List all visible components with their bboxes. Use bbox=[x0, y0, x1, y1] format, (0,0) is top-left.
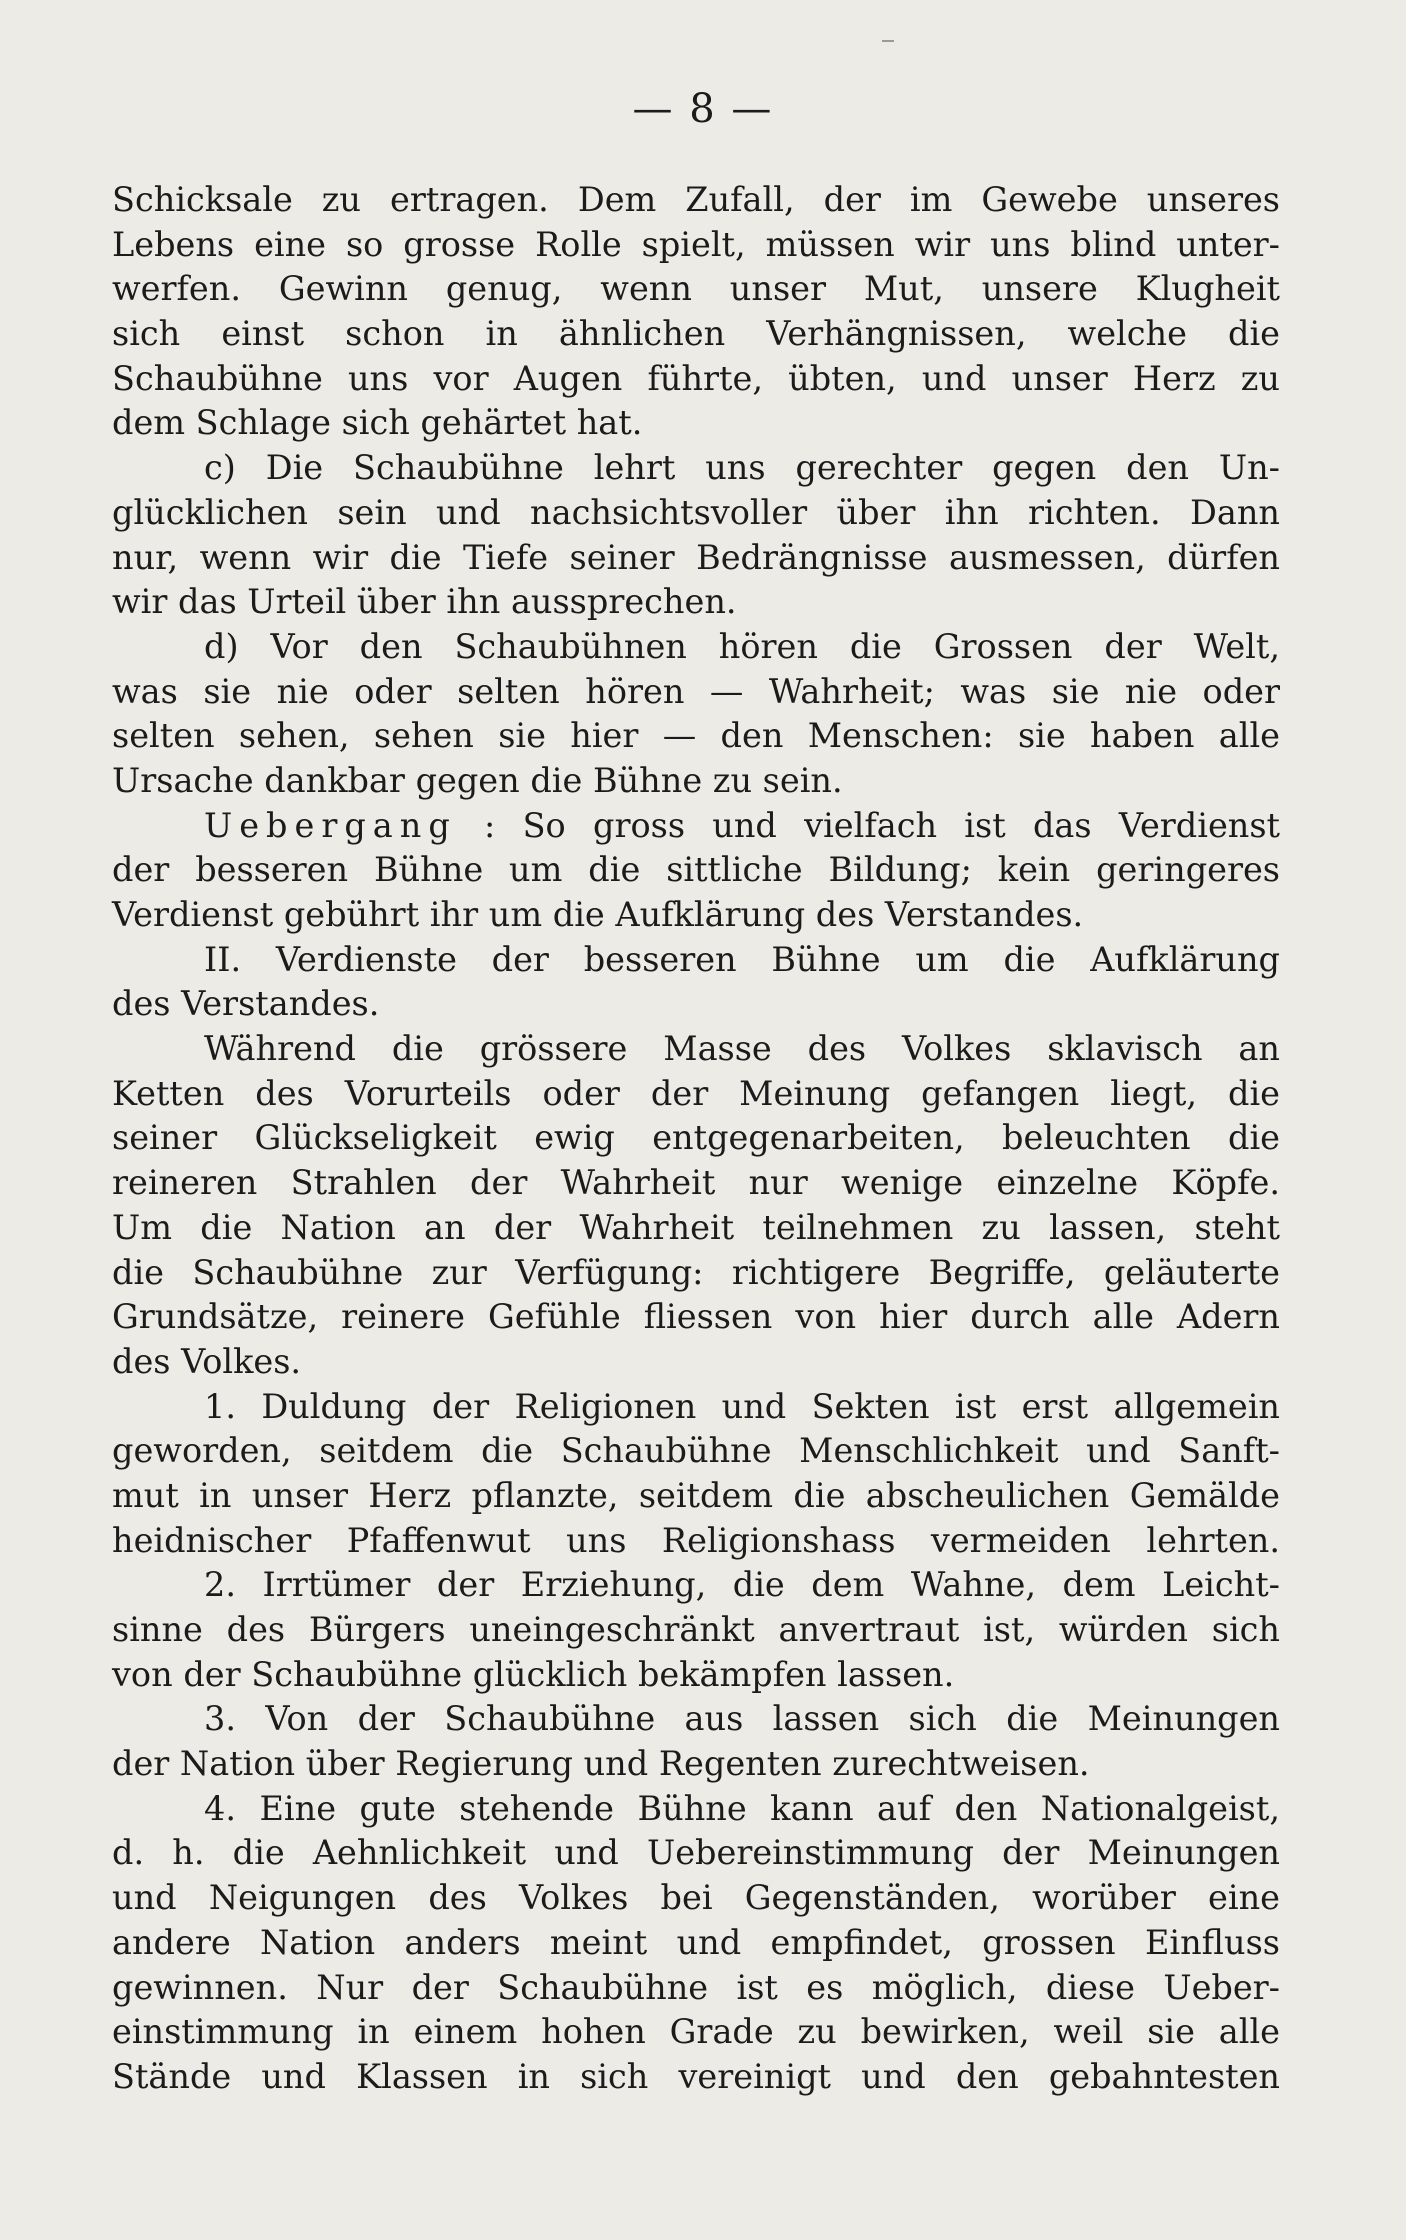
text-line: dem Schlage sich gehärtet hat. bbox=[112, 403, 643, 443]
text-line: Stände und Klassen in sich vereinigt und den gebahntesten bbox=[112, 2056, 1280, 2096]
text-line: Ursache dankbar gegen die Bühne zu sein. bbox=[112, 760, 843, 800]
text-line: Um die Nation an der Wahrheit teilnehmen zu lassen, steht bbox=[112, 1207, 1280, 1247]
page-number: — 8 — bbox=[632, 86, 774, 132]
text-line: 4. Eine gute stehende Bühne kann auf den Nationalgeist, bbox=[204, 1788, 1280, 1828]
body-text bbox=[112, 178, 1280, 2100]
text-line: sinne des Bürgers uneingeschränkt anvertraut ist, würden sich bbox=[112, 1610, 1280, 1649]
text-line: d) Vor den Schaubühnen hören die Grossen der Welt, bbox=[204, 626, 1280, 666]
text-line: c) Die Schaubühne lehrt uns gerechter gegen den Un- bbox=[204, 448, 1280, 488]
text-line: sich einst schon in ähnlichen Verhängnissen, welche die bbox=[112, 314, 1280, 354]
text-line: was sie nie oder selten hören — Wahrheit; was sie nie oder bbox=[112, 671, 1280, 711]
text-line: Verdienst gebührt ihr um die Aufklärung des Verstandes. bbox=[112, 895, 1084, 934]
text-line: Ketten des Vorurteils oder der Meinung gefangen liegt, die bbox=[112, 1073, 1280, 1113]
text-line: heidnischer Pfaffenwut uns Religionshass vermeiden lehrten. bbox=[112, 1520, 1280, 1560]
text-line: einstimmung in einem hohen Grade zu bewirken, weil sie alle bbox=[112, 2012, 1280, 2052]
text-line: Grundsätze, reinere Gefühle fliessen von hier durch alle Adern bbox=[112, 1297, 1280, 1337]
text-line: der Nation über Regierung und Regenten zurechtweisen. bbox=[112, 1744, 1090, 1784]
text-line: Schaubühne uns vor Augen führte, übten, und unser Herz zu bbox=[112, 358, 1280, 398]
text-line: der besseren Bühne um die sittliche Bildung; kein geringeres bbox=[112, 850, 1280, 890]
text-line: Lebens eine so grosse Rolle spielt, müssen wir uns blind unter- bbox=[112, 224, 1280, 264]
text-line: des Volkes. bbox=[112, 1341, 302, 1381]
text-line: werfen. Gewinn genug, wenn unser Mut, unsere Klugheit bbox=[112, 269, 1280, 309]
text-line: Während die grössere Masse des Volkes sklavisch an bbox=[204, 1029, 1280, 1069]
text-line: Schicksale zu ertragen. Dem Zufall, der im Gewebe unseres bbox=[112, 180, 1280, 219]
text-line: des Verstandes. bbox=[112, 984, 380, 1024]
text-line: 1. Duldung der Religionen und Sekten ist erst allgemein bbox=[204, 1386, 1280, 1426]
text-line: gewinnen. Nur der Schaubühne ist es möglich, diese Ueber- bbox=[112, 1967, 1280, 2007]
text-line: andere Nation anders meint und empfindet, grossen Einfluss bbox=[112, 1922, 1280, 1962]
text-line: seiner Glückseligkeit ewig entgegenarbeiten, beleuchten die bbox=[112, 1118, 1280, 1158]
text-line: wir das Urteil über ihn aussprechen. bbox=[112, 582, 737, 622]
text-line: glücklichen sein und nachsichtsvoller über ihn richten. Dann bbox=[112, 492, 1280, 532]
text-line: II. Verdienste der besseren Bühne um die Aufklärung bbox=[204, 939, 1280, 979]
text-line: 2. Irrtümer der Erziehung, die dem Wahne, dem Leicht- bbox=[204, 1565, 1280, 1605]
text-line: mut in unser Herz pflanzte, seitdem die abscheulichen Gemälde bbox=[112, 1475, 1280, 1515]
text-line: und Neigungen des Volkes bei Gegenständen, worüber eine bbox=[112, 1878, 1280, 1918]
text-line: die Schaubühne zur Verfügung: richtigere Begriffe, geläuterte bbox=[112, 1252, 1280, 1292]
text-line: geworden, seitdem die Schaubühne Menschlichkeit und Sanft- bbox=[112, 1431, 1280, 1471]
text-line: d. h. die Aehnlichkeit und Uebereinstimmung der Meinungen bbox=[112, 1833, 1280, 1873]
print-mark bbox=[882, 40, 894, 42]
text-line: selten sehen, sehen sie hier — den Menschen: sie haben alle bbox=[112, 716, 1280, 756]
text-line: Uebergang : So gross und vielfach ist das Verdienst bbox=[204, 805, 1280, 845]
text-line: reineren Strahlen der Wahrheit nur wenige einzelne Köpfe. bbox=[112, 1163, 1280, 1203]
text-line: von der Schaubühne glücklich bekämpfen lassen. bbox=[112, 1654, 955, 1694]
text-line: 3. Von der Schaubühne aus lassen sich die Meinungen bbox=[204, 1699, 1280, 1739]
spaced-heading: Uebergang bbox=[204, 805, 457, 845]
text-line: nur, wenn wir die Tiefe seiner Bedrängnisse ausmessen, dürfen bbox=[112, 537, 1280, 577]
